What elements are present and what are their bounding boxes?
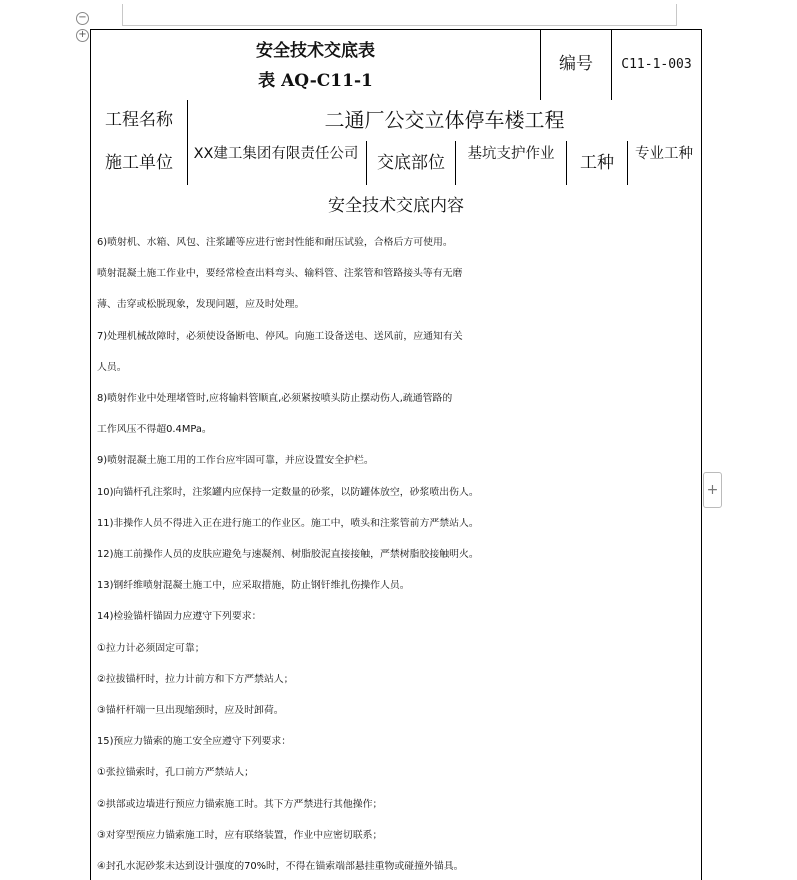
- content-line: ③锚杆杆端一旦出现缩颈时，应及时卸荷。: [97, 705, 284, 717]
- content-line: 10)向锚杆孔注浆时，注浆罐内应保持一定数量的砂浆，以防罐体放空，砂浆喷出伤人。: [97, 486, 479, 498]
- content-line: 7)处理机械故障时，必须使设备断电、停风。向施工设备送电、送风前，应通知有关: [97, 330, 463, 342]
- project-row: [90, 100, 702, 142]
- content-line: ③对穿型预应力锚索施工时，应有联络装置，作业中应密切联系；: [97, 829, 383, 841]
- content-line: 14)检验锚杆锚固力应遵守下列要求：: [97, 611, 262, 623]
- content-line: ①拉力计必须固定可靠；: [97, 642, 205, 654]
- form-code: 表 AQ-C11-1: [258, 71, 373, 91]
- margin-marker: [122, 4, 123, 26]
- unit-value: XX建工集团有限责任公司: [193, 146, 359, 162]
- content-line: 薄、击穿或松脱现象，发现问题，应及时处理。: [97, 299, 305, 311]
- margin-marker: [122, 25, 677, 26]
- content-line: ④封孔水泥砂浆未达到设计强度的70%时，不得在锚索端部悬挂重物或碰撞外锚具。: [97, 861, 464, 873]
- content-header-row: [90, 185, 702, 228]
- content-line: 6)喷射机、水箱、风包、注浆罐等应进行密封性能和耐压试验，合格后方可使用。: [97, 237, 453, 248]
- number-label: 编号: [559, 54, 593, 74]
- content-line: 喷射混凝土施工作业中，要经常检查出料弯头、输料管、注浆管和管路接头等有无磨: [97, 268, 463, 280]
- content-body: [90, 227, 702, 880]
- content-line: 13)钢纤维喷射混凝土施工中，应采取措施，防止钢钎维扎伤操作人员。: [97, 580, 410, 592]
- content-line: ②拉拔锚杆时，拉力计前方和下方严禁站人；: [97, 673, 294, 685]
- trade-value: 专业工种: [635, 146, 693, 162]
- title-cell: [91, 30, 540, 100]
- expand-icon[interactable]: +: [76, 29, 89, 42]
- part-value: 基坑支护作业: [467, 146, 555, 162]
- collapse-icon[interactable]: −: [76, 12, 89, 25]
- content-line: 15)预应力锚索的施工安全应遵守下列要求：: [97, 736, 292, 748]
- content-line: 人员。: [97, 361, 127, 373]
- content-line: 8)喷射作业中处理堵管时,应将输料管顺直,必须紧按喷头防止摆动伤人,疏通管路的: [97, 393, 453, 405]
- content-line: 12)施工前操作人员的皮肤应避免与速凝剂、树脂胶泥直接接触，严禁树脂胶接触明火。: [97, 549, 479, 561]
- content-line: 9)喷射混凝土施工用的工作台应牢固可靠，并应设置安全护栏。: [97, 455, 374, 467]
- content-line: ①张拉锚索时，孔口前方严禁站人；: [97, 767, 254, 779]
- part-label: 交底部位: [377, 153, 445, 173]
- unit-label: 施工单位: [105, 153, 173, 173]
- content-line: 工作风压不得超0.4MPa。: [97, 424, 212, 436]
- margin-marker: [676, 4, 677, 26]
- content-line: ②拱部或边墙进行预应力锚索施工时。其下方严禁进行其他操作；: [97, 798, 383, 810]
- header-row: [90, 29, 702, 101]
- trade-label: 工种: [580, 153, 614, 173]
- content-header: 安全技术交底内容: [328, 196, 464, 216]
- add-row-button[interactable]: +: [703, 472, 722, 508]
- project-label: 工程名称: [105, 110, 173, 130]
- number-value: C11-1-003: [621, 57, 692, 72]
- content-line: 11)非操作人员不得进入正在进行施工的作业区。施工中，喷头和注浆管前方严禁站人。: [97, 517, 479, 529]
- unit-row: [90, 141, 702, 186]
- form-title: 安全技术交底表: [256, 41, 375, 61]
- project-value: 二通厂公交立体停车楼工程: [324, 108, 565, 132]
